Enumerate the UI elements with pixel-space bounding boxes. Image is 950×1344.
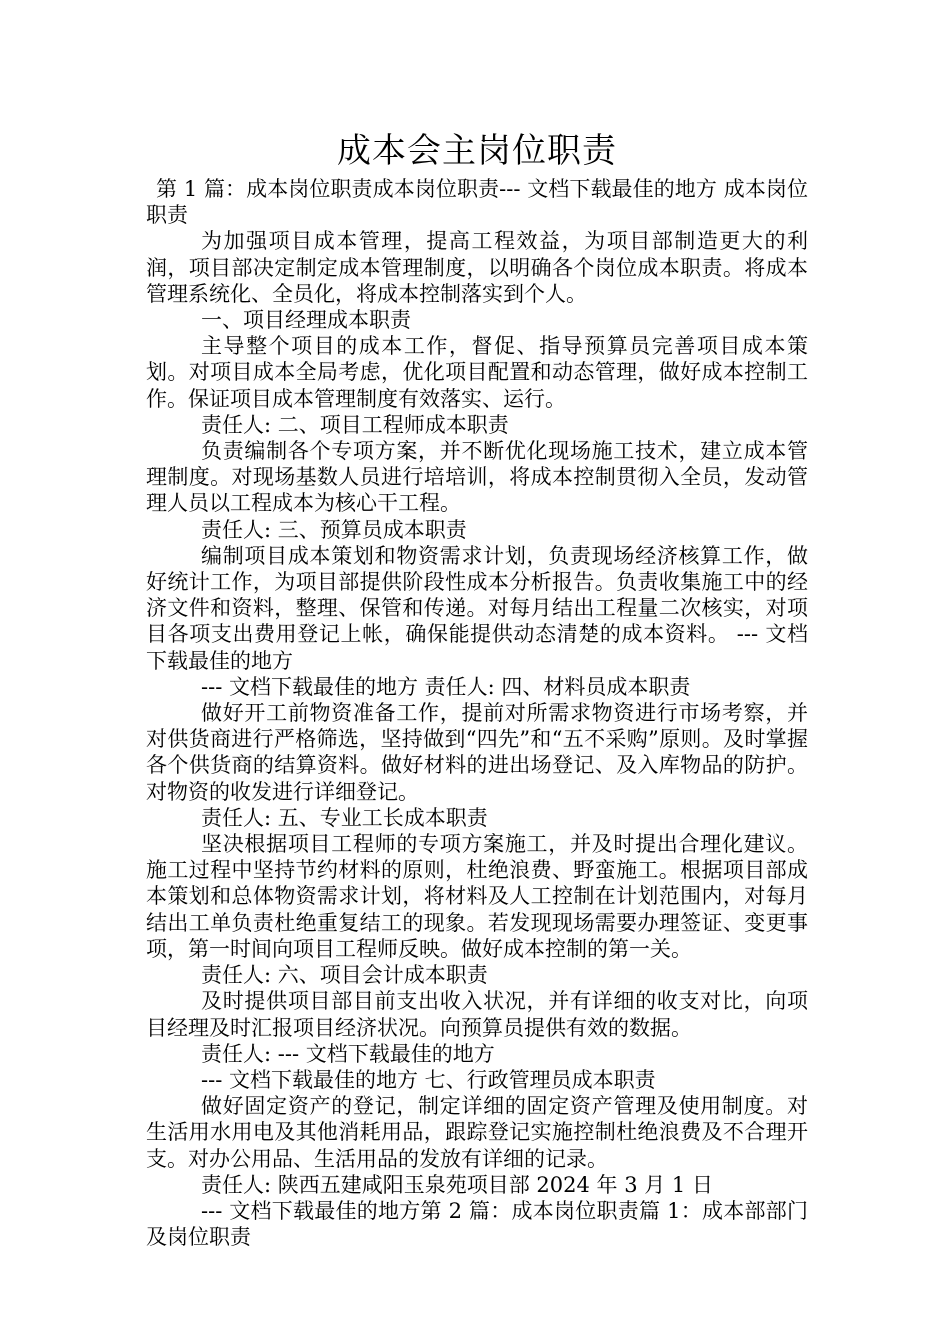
paragraph-3: 主导整个项目的成本工作，督促、指导预算员完善项目成本策划。对项目成本全局考虑，优化项目配置和动态管理，做好成本控制工作。保证项目成本管理制度有效落实、运行。 xyxy=(146,334,808,411)
section-heading-6: 责任人: 六、项目会计成本职责 xyxy=(201,963,488,988)
section-heading-7: --- 文档下载最佳的地方 七、行政管理员成本职责 xyxy=(201,1067,656,1092)
document-page xyxy=(146,128,808,1250)
document-title: 成本会主岗位职责 xyxy=(337,131,617,171)
section-heading-5: 责任人: 五、专业工长成本职责 xyxy=(201,805,488,830)
paragraph-1: 第 1 篇：成本岗位职责成本岗位职责--- 文档下载最佳的地方 成本岗位职责 xyxy=(146,177,808,228)
responsible-line: 责任人: --- 文档下载最佳的地方 xyxy=(201,1041,495,1066)
paragraph-7: 坚决根据项目工程师的专项方案施工，并及时提出合理化建议。施工过程中坚持节约材料的原则，杜绝浪费、野蛮施工。根据项目部成本策划和总体物资需求计划，将材料及人工控制在计划范围内，对每月结出工单负责杜绝重复结工的现象。若发现现场需要办理签证、变更事项，第一时间向项目工程师反映。做好成本控制的第一关。 xyxy=(146,832,808,961)
paragraph-2: 为加强项目成本管理，提高工程效益，为项目部制造更大的利润，项目部决定制定成本管理制度，以明确各个岗位成本职责。将成本管理系统化、全员化，将成本控制落实到个人。 xyxy=(146,229,808,306)
paragraph-5: 编制项目成本策划和物资需求计划，负责现场经济核算工作，做好统计工作，为项目部提供阶段性成本分析报告。负责收集施工中的经济文件和资料，整理、保管和传递。对每月结出工程量二次核实，对项目各项支出费用登记上帐，确保能提供动态清楚的成本资料。 --- 文档下载最佳的地方 xyxy=(146,543,808,673)
signature-line: 责任人: 陕西五建咸阳玉泉苑项目部 2024 年 3 月 1 日 xyxy=(201,1172,713,1197)
document-body xyxy=(146,176,808,1250)
paragraph-9: 做好固定资产的登记，制定详细的固定资产管理及使用制度。对生活用水用电及其他消耗用品，跟踪登记实施控制杜绝浪费及不合理开支。对办公用品、生活用品的发放有详细的记录。 xyxy=(146,1094,808,1171)
next-section-line: --- 文档下载最佳的地方第 2 篇：成本岗位职责篇 1：成本部部门及岗位职责 xyxy=(146,1198,808,1250)
section-heading-4: --- 文档下载最佳的地方 责任人: 四、材料员成本职责 xyxy=(201,674,691,699)
paragraph-6: 做好开工前物资准备工作，提前对所需求物资进行市场考察，并对供货商进行严格筛选，坚持做到“四先”和“五不采购”原则。及时掌握各个供货商的结算资料。做好材料的进出场登记、及入库物品的防护。对物资的收发进行详细登记。 xyxy=(146,701,808,804)
section-heading-2: 责任人: 二、项目工程师成本职责 xyxy=(201,412,509,437)
paragraph-4: 负责编制各个专项方案，并不断优化现场施工技术，建立成本管理制度。对现场基数人员进行培培训，将成本控制贯彻入全员，发动管理人员以工程成本为核心干工程。 xyxy=(146,439,808,516)
section-heading-3: 责任人: 三、预算员成本职责 xyxy=(201,517,467,542)
paragraph-8: 及时提供项目部目前支出收入状况，并有详细的收支对比，向项目经理及时汇报项目经济状况。向预算员提供有效的数据。 xyxy=(146,989,808,1040)
section-heading-1: 一、项目经理成本职责 xyxy=(201,308,411,333)
